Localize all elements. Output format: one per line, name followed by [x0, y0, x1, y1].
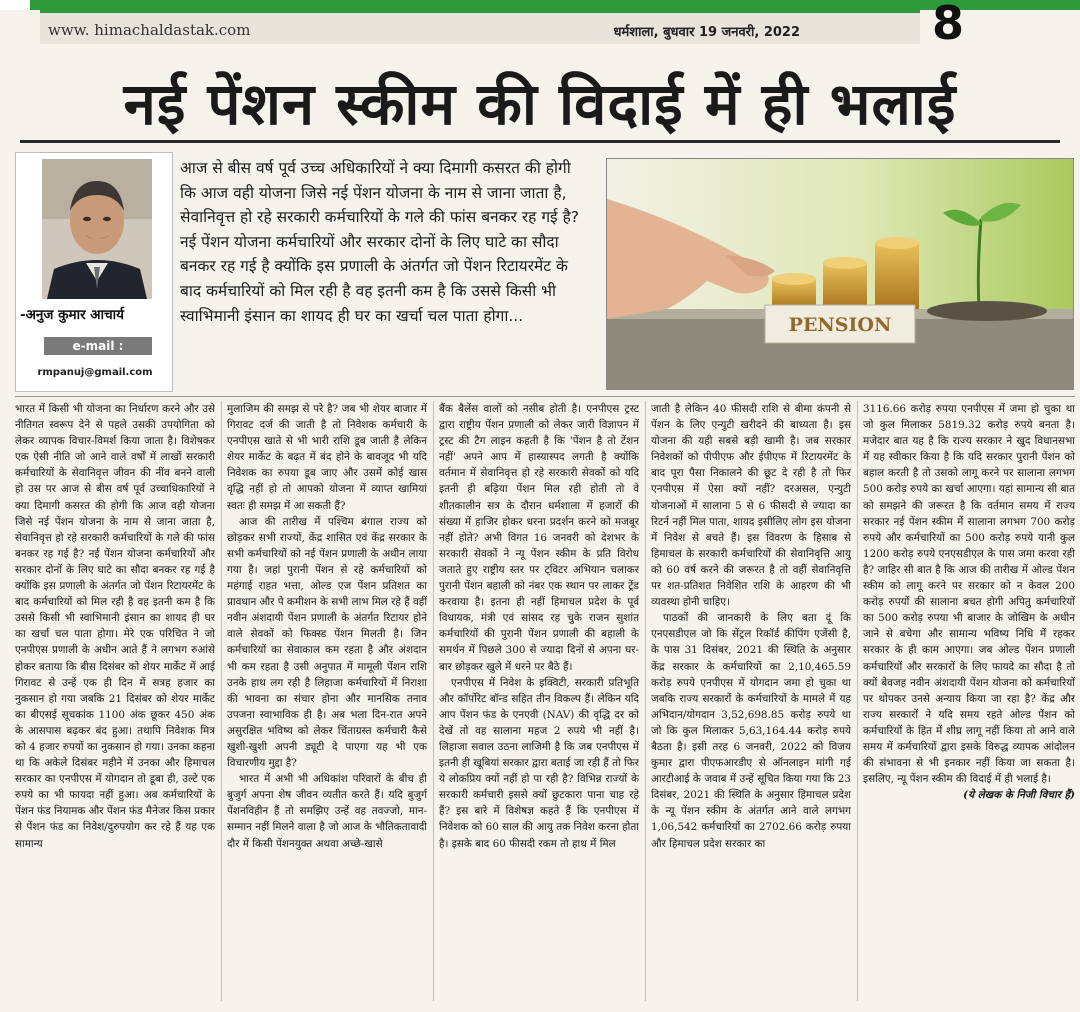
author-photo [42, 159, 152, 299]
author-disclaimer: (ये लेखक के निजी विचार हैं) [963, 789, 1075, 802]
article-column-5 [863, 401, 1075, 1006]
column-3-paragraph-2: एनपीएस में निवेश के इक्विटी, सरकारी प्रतिभूति और कॉर्पोरेट बॉन्ड सहित तीन विकल्प हैं। लेकिन यदि आप पेंशन फंड के एनएवी (NAV) की वृद्धि दर को देखें तो वह सालाना महज 2 रुपये भी नहीं है। लिहाजा सवाल उठना लाजिमी है कि जब एनपीएस में इतनी ही खूबियां सरकार द्वारा बताई जा रही हैं तो फिर ये लोकप्रिय क्यों नहीं हो पा रही है? विभिन्न राज्यों के सरकारी कर्मचारी इससे क्यों छुटकारा पाना चाह रहे हैं? इस बारे में विशेषज्ञ कहते हैं कि एनपीएस में निवेशक को 60 साल की आयु तक निवेश करना होता है। इसके बाद 60 फीसदी रकम तो हाथ में मिल [439, 676, 639, 850]
column-4-paragraph-2: पाठकों की जानकारी के लिए बता दूं कि एनएसडीएल जो कि सेंट्रल रिकॉर्ड कीपिंग एजेंसी है, के पास 31 दिसंबर, 2021 की स्थिति के अनुसार केंद्र सरकार के कर्मचारियों का 2,10,465.59 करोड़ रुपये एनपीएस में योगदान जमा हो चुका था जबकि राज्य सरकारों के कर्मचारियों के मामले में यह अभिदान/योगदान 3,52,698.85 करोड़ रुपये था जो कि कुल मिलाकर 5,63,164.44 करोड़ रुपये बैठता है। इसी तरह 6 जनवरी, 2022 को विजय कुमार द्वारा पीएफआरडीए से ऑनलाइन मांगी गई आरटीआई के जवाब में उन्हें सूचित किया गया कि 23 दिसंबर, 2021 की स्थिति के अनुसार हिमाचल प्रदेश के न्यू पेंशन स्कीम के अंतर्गत आने वाले लगभग 1,06,542 कर्मचारियों का 2702.66 करोड़ रुपया और हिमाचल प्रदेश सरकार का [651, 612, 851, 850]
column-1-paragraph-1: भारत में किसी भी योजना का निर्धारण करने और उसे नीतिगत स्वरूप देने से पहले उसकी उपयोगिता को लेकर व्यापक विचार-विमर्श किया जाता है। विशेषकर एक ऐसी नीति जो आने वाले वर्षों में लाखों सरकारी कर्मचारियों के सेवानिवृत्त जीवन की नींव बनने वाली हो उस पर आज से बीस वर्ष पूर्व उच्चाधिकारियों ने क्या दिमागी कसरत की होगी कि आज वही योजना जिसे नई पेंशन योजना के नाम से जाना जाता है, सेवानिवृत्त हो रहे सरकारी कर्मचारियों के गले की फांस बनकर रह गई है? नई पेंशन योजना कर्मचारियों और सरकार दोनों के लिए घाटे का सौदा बनकर रह गई है क्योंकि इस प्रणाली के अंतर्गत जो पेंशन रिटायरमेंट के बाद कर्मचारियों को मिल रही है वह इतनी कम है कि उससे किसी भी स्वाभिमानी इंसान का शायद ही घर का खर्चा चल पाता होगा। मेरे एक परिचित ने जो एनपीएस प्रणाली के अधीन आते हैं ने लगभग रुआंसे होकर बताया कि बीस दिसंबर को शेयर मार्केट में आई गिरावट से उन्हें एक ही दिन में सत्रह हजार का नुकसान हो गया जबकि 21 दिसंबर को शेयर मार्केट का बीएसई सूचकांक 1100 अंक छूकर 450 अंक के आसपास बढ़कर बंद हुआ। तथापि निवेशक मित्र को 4 हजार रुपयों का नुकसान हो गया। उनका कहना था कि अकेले दिसंबर महीने में उनका और हिमाचल सरकार का एनपीएस में योगदान तो डूबा ही, उल्टे एक रुपये का भी फायदा नहीं हुआ। अब कर्मचारियों के पेंशन फंड नियामक और पेंशन फंड मैनेजर किस प्रकार से पेंशन फंड का निवेश/दुरुपयोग कर रहे हैं यह एक सामान्य [15, 403, 215, 850]
column-2-paragraph-3: भारत में अभी भी अधिकांश परिवारों के बीच ही बुजुर्ग अपना शेष जीवन व्यतीत करते हैं। यदि बुजुर्ग पेंशनविहीन हैं तो समझिए उन्हें वह तवज्जो, मान-सम्मान नहीं मिलने वाला है जो आज के भौतिकतावादी दौर में किसी पेंशनयुक्त अथवा अच्छे-खासे [227, 773, 427, 850]
column-2-paragraph-1: मुलाजिम की समझ से परे है? जब भी शेयर बाजार में गिरावट दर्ज की जाती है तो निवेशक कर्मचारी के एनपीएस खाते से भी भारी राशि डूब जाती है लेकिन शेयर मार्केट के बढ़त में बंद होने के बावजूद भी यदि निवेशक का रुपया डूब जाए और उसमें कोई खास वृद्धि नहीं हो तो आपको योजना में व्याप्त खामियां स्वतः ही समझ में आ सकती हैं? [227, 403, 427, 512]
column-divider [857, 401, 858, 1001]
column-5-paragraph-1: 3116.66 करोड़ रुपया एनपीएस में जमा हो चुका था जो कुल मिलाकर 5819.32 करोड़ रुपये बनता है। मजेदार बात यह है कि राज्य सरकार ने खुद विधानसभा में यह स्वीकार किया है कि यदि सरकार पुरानी पेंशन को बहाल करती है तो उसको लागू करने पर सालाना लगभग 500 करोड़ रुपये का खर्चा आएगा। यहां सामान्य सी बात को समझने की जरूरत है कि वर्तमान समय में राज्य सरकार नई पेंशन स्कीम में सालाना लगभग 700 करोड़ रुपये और कर्मचारियों का 500 करोड़ रुपये यानी कुल 1200 करोड़ रुपये एनएसडीएल के पास जमा करवा रही है? जाहिर सी बात है कि आज की तारीख में ओल्ड पेंशन स्कीम को लागू करने पर सरकार को न केवल 200 करोड़ रुपयों की सालाना बचत होगी अपितु कर्मचारियों का 500 करोड़ रुपया भी बाजार के जोखिम के अधीन जाने से बचेगा और सामान्य भविष्य निधि में रहकर सरकार के ही काम आएगा। जब ओल्ड पेंशन प्रणाली कर्मचारियों और सरकारों के लिए फायदे का सौदा है तो क्यों बेवजह नवीन अंशदायी पेंशन योजना को कर्मचारियों पर थोपकर उनसे अन्याय किया जा रहा है? केंद्र और राज्य सरकारों ने यदि समय रहते ओल्ड पेंशन को कर्मचारियों के हित में शीघ्र लागू नहीं किया तो आने वाले समय में कर्मचारियों द्वारा इसके विरुद्ध व्यापक आंदोलन की संभावना से भी इनकार नहीं किया जा सकता है। इसलिए, न्यू पेंशन स्कीम की विदाई में ही भलाई है। [863, 403, 1075, 786]
page-number: 8 [932, 0, 965, 50]
site-url: www. himachaldastak.com [48, 21, 251, 39]
article-columns [15, 401, 1077, 1006]
article-column-4 [651, 401, 851, 1006]
author-name: -अनुज कुमार आचार्य [20, 307, 124, 323]
article-column-2 [227, 401, 427, 1006]
column-divider [645, 401, 646, 1001]
article-column-1 [15, 401, 215, 1006]
column-3-paragraph-1: बैंक बैलेंस वालों को नसीब होती है। एनपीएस ट्रस्ट द्वारा राष्ट्रीय पेंशन प्रणाली को लेकर जारी विज्ञापन में ट्रस्ट की टैग लाइन कहती है कि 'पेंशन है तो टेंशन नहीं' अपने आप में हास्यास्पद लगती है क्योंकि वर्तमान में सेवानिवृत्त हो रहे सरकारी सेवकों को यदि इतनी ही बढ़िया पेंशन मिल रही होती तो वे शीतकालीन सत्र के दौरान धर्मशाला में हजारों की संख्या में हाजिर होकर धरना प्रदर्शन करने को मजबूर नहीं होते? अभी विगत 16 जनवरी को देशभर के सरकारी सेवकों ने न्यू पेंशन स्कीम के प्रति विरोध जताते हुए राष्ट्रीय स्तर पर ट्विटर अभियान चलाकर पुरानी पेंशन बहाली को नंबर एक स्थान पर लाकर ट्रेंड करवाया है। इतना ही नहीं हिमाचल प्रदेश के पूर्व विधायक, मंत्री एवं सांसद रह चुके राजन सुशांत कर्मचारियों की पुरानी पेंशन प्रणाली की बहाली के समर्थन में पिछले 300 से ज्यादा दिनों से अपना घर-बार छोड़कर खुले में धरने पर बैठे हैं। [439, 403, 639, 673]
email-label: e-mail : [44, 337, 152, 355]
article-intro: आज से बीस वर्ष पूर्व उच्च अधिकारियों ने क्या दिमागी कसरत की होगी कि आज वही योजना जिसे नई पेंशन योजना के नाम से जाना जाता है, सेवानिवृत्त हो रहे सरकारी कर्मचारियों के गले की फांस बनकर रह गई है? नई पेंशन योजना कर्मचारियों और सरकार दोनों के लिए घाटे का सौदा बनकर रह गई है क्योंकि इस प्रणाली के अंतर्गत जो पेंशन रिटायरमेंट के बाद कर्मचारियों को मिल रही है वह इतनी कम है कि उससे किसी भी स्वाभिमानी इंसान का शायद ही घर का खर्चा चल पाता होगा... [180, 159, 580, 325]
page-header [40, 10, 920, 44]
author-email: rmpanuj@gmail.com [37, 367, 153, 378]
body-rule [15, 396, 1075, 397]
column-divider [221, 401, 222, 1001]
top-color-strip [0, 0, 1080, 10]
pension-sign-text: PENSION [788, 314, 892, 336]
author-box [15, 152, 173, 392]
headline: नई पेंशन स्कीम की विदाई में ही भलाई [123, 70, 957, 138]
article-column-3 [439, 401, 639, 1006]
pension-coins-illustration [607, 159, 1074, 390]
column-2-paragraph-2: आज की तारीख में पश्चिम बंगाल राज्य को छोड़कर सभी राज्यों, केंद्र शासित एवं केंद्र सरकार के सभी कर्मचारियों को नई पेंशन प्रणाली के अधीन लाया गया है। जहां पुरानी पेंशन से रहे कर्मचारियों को महंगाई राहत भत्ता, ओल्ड एज पेंशन प्रतिशत का प्रावधान और पे कमीशन के सभी लाभ मिल रहे हैं वहीं नवीन अंशदायी पेंशन प्रणाली के अंतर्गत रिटायर होने वाले सेवकों को फिक्स्ड पेंशन मिलती है। जिन कर्मचारियों का सेवाकाल कम रहता है और अंशदान भी कम रहता है उसी अनुपात में मामूली पेंशन राशि उनके हाथ लग रही है लिहाजा कर्मचारियों में निराशा की भावना का संचार होना और मानसिक तनाव उपजना स्वाभाविक ही है। अब भला दिन-रात अपने असुरक्षित भविष्य को लेकर चिंताग्रस्त कर्मचारी कैसे खुशी-खुशी अपनी ड्यूटी दे पाएगा यह भी एक विचारणीय मुद्दा है? [227, 515, 427, 770]
column-divider [433, 401, 434, 1001]
headline-rule [20, 140, 1060, 143]
dateline: धर्मशाला, बुधवार 19 जनवरी, 2022 [613, 25, 800, 40]
pension-photo [606, 158, 1074, 390]
column-4-paragraph-1: जाती है लेकिन 40 फीसदी राशि से बीमा कंपनी से पेंशन के लिए एन्युटी खरीदने की बाध्यता है। इस योजना की यही सबसे बड़ी खामी है। जब सरकार निवेशकों को पीपीएफ और ईपीएफ में रिटायरमेंट के बाद पूरा पैसा निकालने की छूट दे रही है तो फिर एनपीएस में ऐसा क्यों नहीं? दरअसल, एन्युटी योजनाओं में सालाना 5 से 6 फीसदी से ज्यादा का रिटर्न नहीं मिल पाता, शायद इसीलिए लोग इस योजना में निवेश से बचते हैं। इस विवरण के हिसाब से हिमाचल के सरकारी कर्मचारियों की सेवानिवृत्ति आयु को 60 वर्ष करने की जरूरत है तो वहीं सेवानिवृत्ति पर शत-प्रतिशत निवेशित राशि के आहरण की भी व्यवस्था होनी चाहिए। [651, 403, 851, 609]
author-portrait-illustration [42, 159, 152, 299]
